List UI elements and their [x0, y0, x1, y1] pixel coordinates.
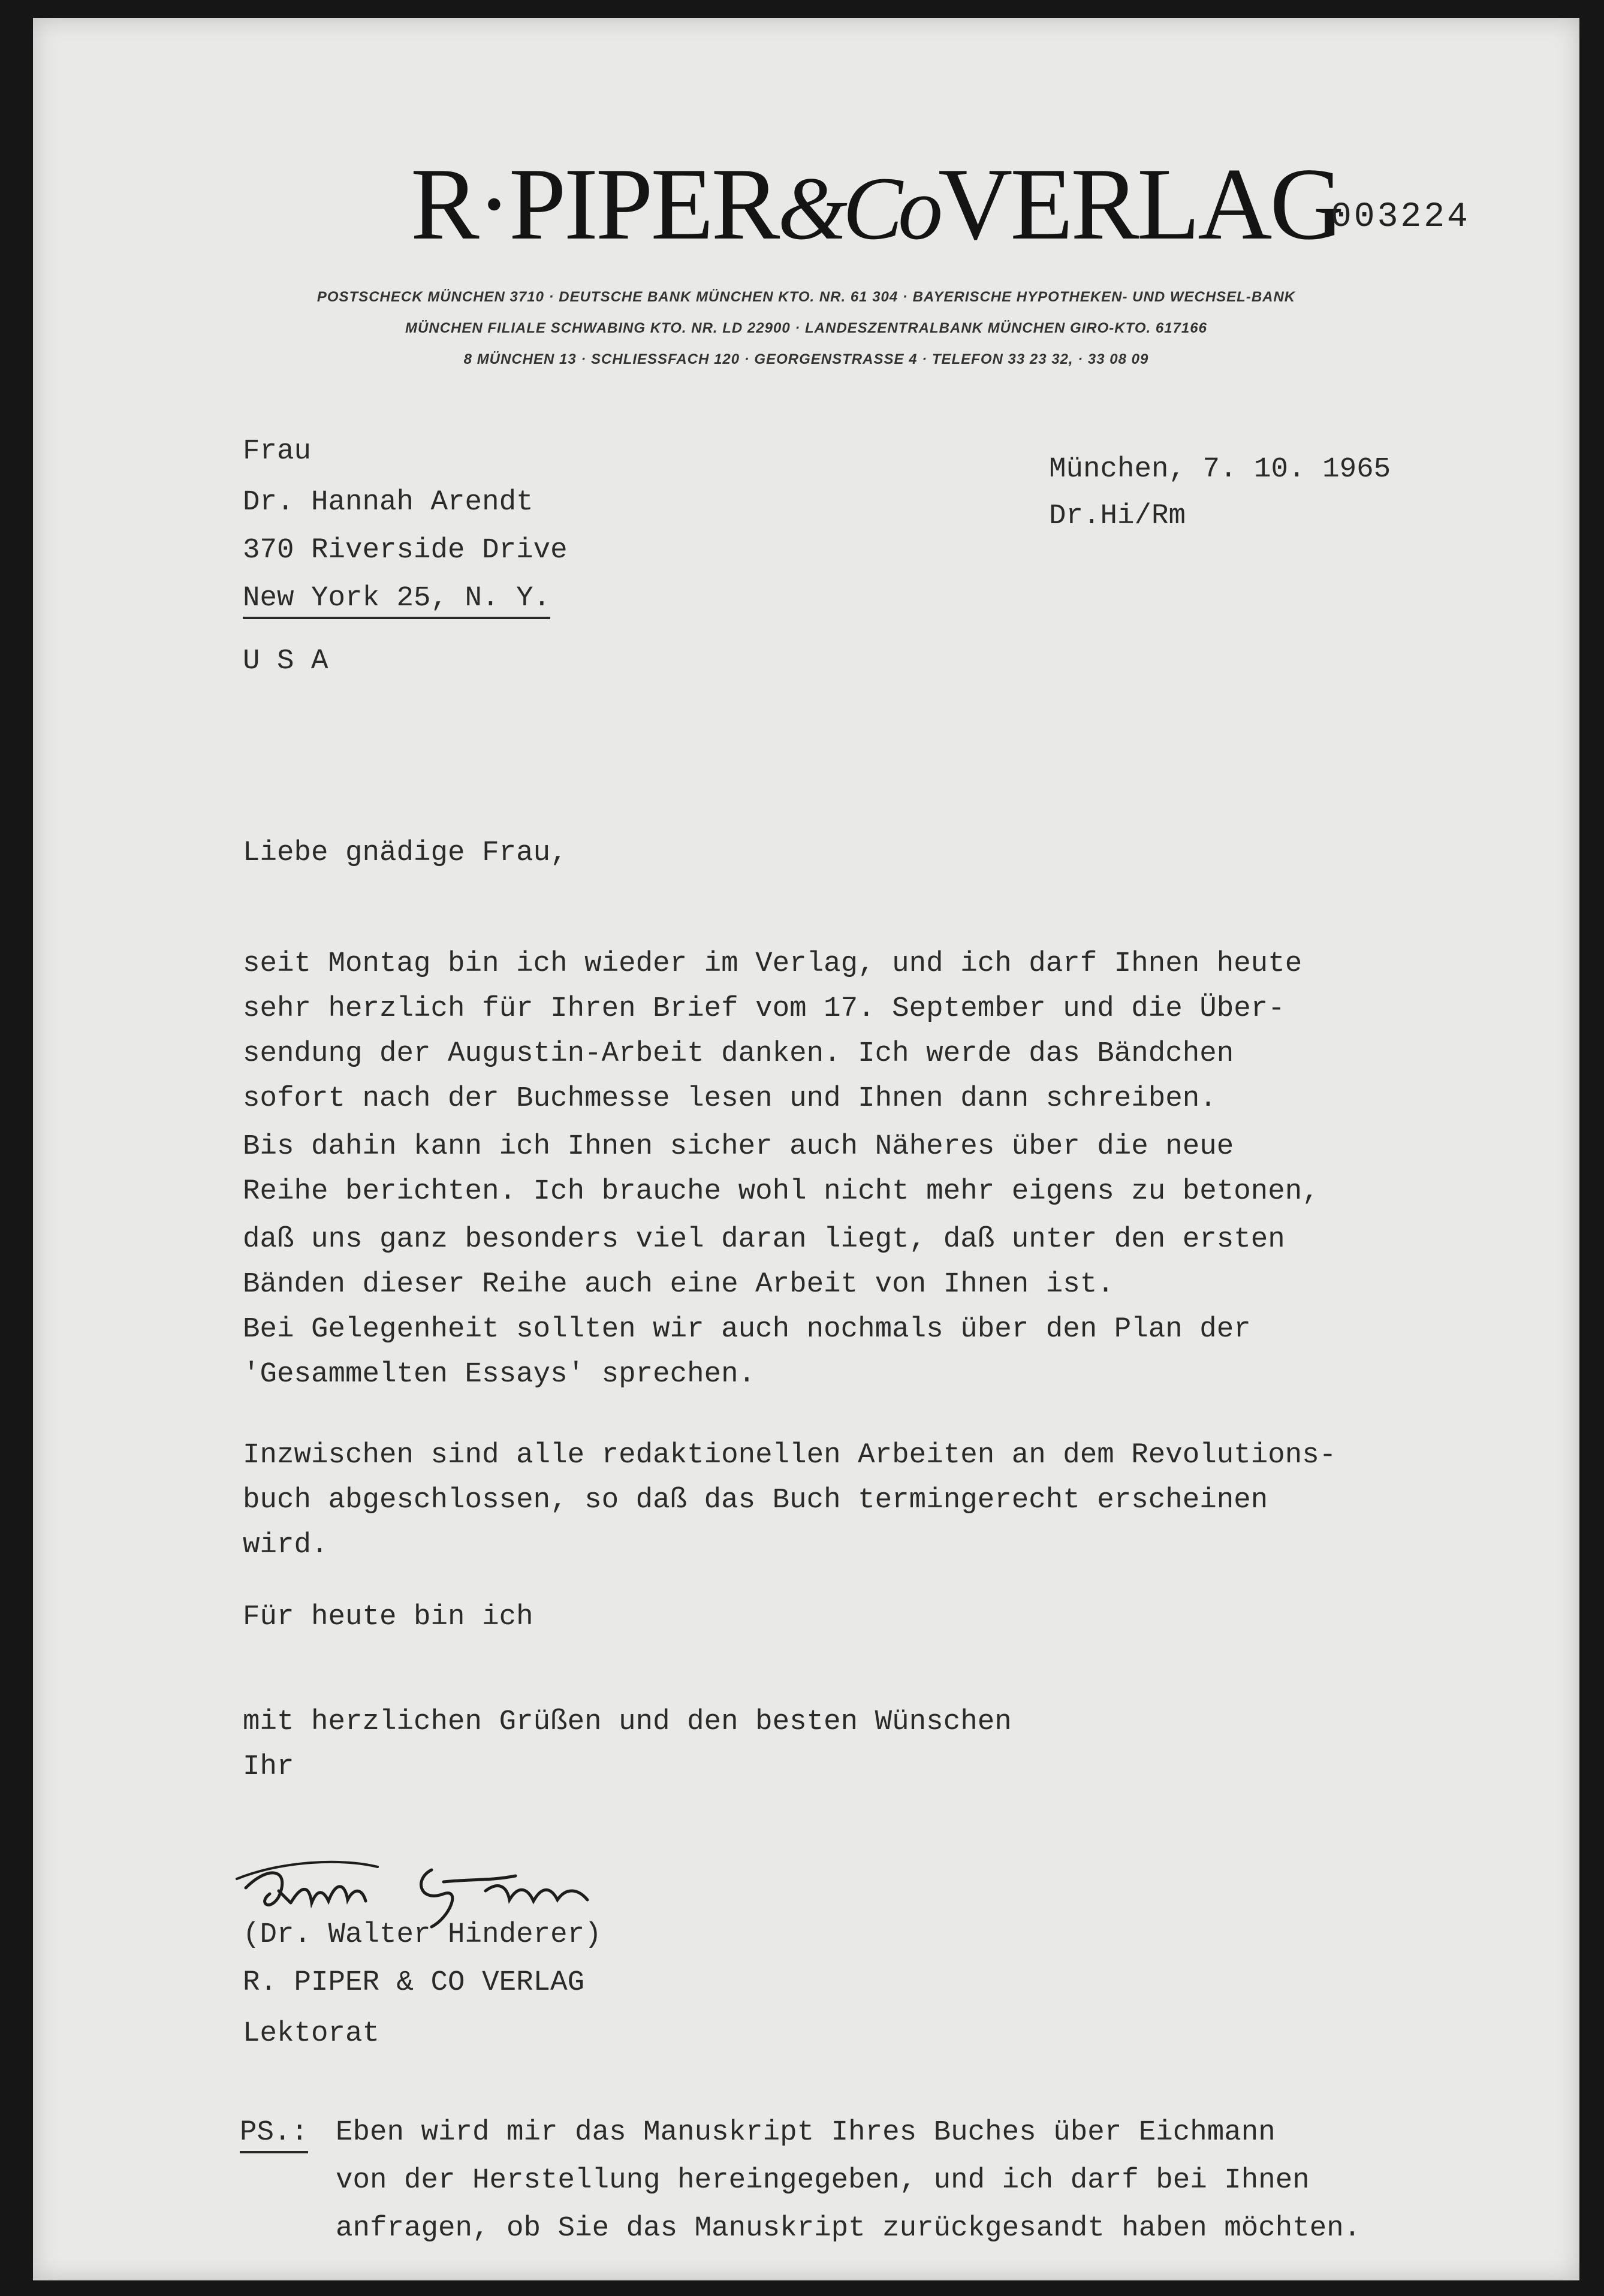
- body-line: 'Gesammelten Essays' sprechen.: [243, 1358, 756, 1390]
- letter-page: [33, 18, 1579, 2280]
- closing-line: mit herzlichen Grüßen und den besten Wünschen: [243, 1706, 1012, 1738]
- recipient-country: U S A: [243, 645, 328, 677]
- ps-line: anfragen, ob Sie das Manuskript zurückgesandt haben möchten.: [336, 2212, 1361, 2244]
- body-line: sendung der Augustin-Arbeit danken. Ich werde das Bändchen: [243, 1037, 1234, 1070]
- body-line: sehr herzlich für Ihren Brief vom 17. September und die Über-: [243, 992, 1285, 1025]
- body-line: sofort nach der Buchmesse lesen und Ihnen dann schreiben.: [243, 1082, 1217, 1115]
- body-line: wird.: [243, 1529, 328, 1561]
- recipient-salutation: Frau: [243, 435, 312, 467]
- logo-name-part1: R·PIPER: [411, 147, 778, 261]
- body-line: Bänden dieser Reihe auch eine Arbeit von Ihnen ist.: [243, 1268, 1114, 1301]
- logo-ampersand: &Co: [777, 159, 939, 258]
- publisher-logo: [411, 147, 1342, 261]
- bank-details-line-3: 8 MÜNCHEN 13 · SCHLIESSFACH 120 · GEORGENSTRASSE 4 · TELEFON 33 23 32, · 33 08 09: [463, 351, 1149, 367]
- body-line: Für heute bin ich: [243, 1601, 533, 1633]
- bank-details-line-2: MÜNCHEN FILIALE SCHWABING KTO. NR. LD 22900 · LANDESZENTRALBANK MÜNCHEN GIRO-KTO. 617166: [405, 320, 1207, 336]
- body-line: buch abgeschlossen, so daß das Buch termingerecht erscheinen: [243, 1484, 1268, 1516]
- recipient-city-wrap: [243, 584, 550, 613]
- greeting: Liebe gnädige Frau,: [243, 837, 568, 869]
- reference-code: Dr.Hi/Rm: [1049, 500, 1186, 532]
- recipient-city: New York 25, N. Y.: [243, 582, 550, 619]
- body-line: Bei Gelegenheit sollten wir auch nochmals über den Plan der: [243, 1313, 1251, 1345]
- document-number: 003224: [1331, 198, 1470, 237]
- recipient-name: Dr. Hannah Arendt: [243, 486, 533, 518]
- body-line: seit Montag bin ich wieder im Verlag, und ich darf Ihnen heute: [243, 948, 1303, 980]
- signer-company: R. PIPER & CO VERLAG: [243, 1966, 585, 1999]
- signer-name: (Dr. Walter Hinderer): [243, 1918, 602, 1951]
- closing-ihr: Ihr: [243, 1751, 294, 1783]
- body-line: daß uns ganz besonders viel daran liegt, daß unter den ersten: [243, 1223, 1285, 1256]
- body-line: Inzwischen sind alle redaktionellen Arbeiten an dem Revolutions-: [243, 1439, 1337, 1471]
- ps-line: Eben wird mir das Manuskript Ihres Buches über Eichmann: [336, 2116, 1276, 2149]
- ps-label-wrap: [240, 2116, 309, 2149]
- recipient-street: 370 Riverside Drive: [243, 534, 568, 566]
- body-line: Bis dahin kann ich Ihnen sicher auch Näheres über die neue: [243, 1130, 1234, 1163]
- bank-details-line-1: POSTSCHECK MÜNCHEN 3710 · DEUTSCHE BANK MÜNCHEN KTO. NR. 61 304 · BAYERISCHE HYPOTHEKEN- UND WECHSEL-BANK: [316, 289, 1296, 305]
- ps-label: PS.:: [240, 2116, 308, 2153]
- ps-line: von der Herstellung hereingegeben, und ich darf bei Ihnen: [336, 2164, 1310, 2197]
- logo-name-part2: VERLAG: [938, 147, 1342, 261]
- place-date: München, 7. 10. 1965: [1049, 453, 1391, 485]
- body-line: Reihe berichten. Ich brauche wohl nicht mehr eigens zu betonen,: [243, 1175, 1319, 1208]
- signer-department: Lektorat: [243, 2017, 380, 2050]
